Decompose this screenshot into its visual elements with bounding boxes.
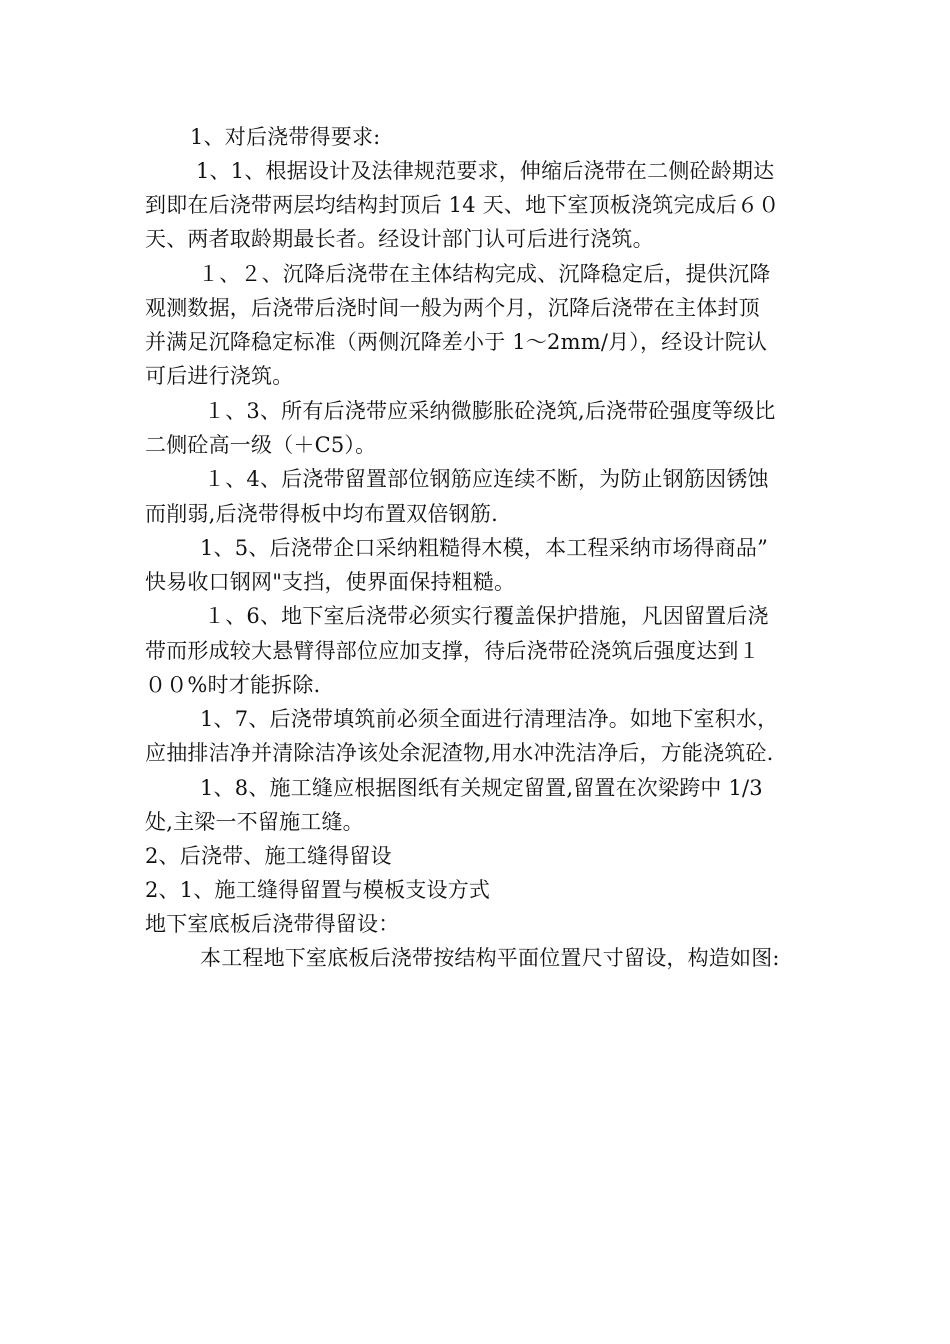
paragraph-1-3-line-1: １、3、所有后浇带应采纳微膨胀砼浇筑,后浇带砼强度等级比 <box>204 399 776 423</box>
paragraph-1-1-line-1: 1、1、根据设计及法律规范要求，伸缩后浇带在二侧砼龄期达 <box>196 159 775 183</box>
paragraph-1-5-line-1: 1、5、后浇带企口采纳粗糙得木模，本工程采纳市场得商品” <box>200 536 769 560</box>
paragraph-1-1-line-3: 天、两者取龄期最长者。经设计部门认可后进行浇筑。 <box>145 227 654 251</box>
paragraph-1-8-line-1: 1、8、施工缝应根据图纸有关规定留置,留置在次梁跨中 1/3 <box>200 776 763 800</box>
heading-construction-joint-formwork: 2、1、施工缝得留置与模板支设方式 <box>145 878 491 902</box>
paragraph-1-4-line-1: １、4、后浇带留置部位钢筋应连续不断，为防止钢筋因锈蚀 <box>204 467 769 491</box>
paragraph-1-2-line-1: １、２、沉降后浇带在主体结构完成、沉降稳定后，提供沉降 <box>198 262 771 286</box>
paragraph-1-8-line-2: 处,主梁一不留施工缝。 <box>145 810 364 834</box>
paragraph-1-3-line-2: 二侧砼高一级（＋C5）。 <box>145 433 377 457</box>
paragraph-1-6-line-1: １、6、地下室后浇带必须实行覆盖保护措施，凡因留置后浇 <box>204 604 769 628</box>
paragraph-1-2-line-2: 观测数据，后浇带后浇时间一般为两个月，沉降后浇带在主体封顶 <box>145 296 760 320</box>
heading-basement-slab-strip: 地下室底板后浇带得留设： <box>145 912 400 936</box>
paragraph-1-6-line-2: 带而形成较大悬臂得部位应加支撑，待后浇带砼浇筑后强度达到１ <box>145 639 760 663</box>
paragraph-1-4-line-2: 而削弱,后浇带得板中均布置双倍钢筋. <box>145 502 498 526</box>
paragraph-1-6-line-3: ００%时才能拆除. <box>145 673 321 697</box>
paragraph-1-7-line-2: 应抽排洁净并清除洁净该处余泥渣物,用水冲洗洁净后，方能浇筑砼. <box>145 741 774 765</box>
paragraph-1-2-line-4: 可后进行浇筑。 <box>145 364 294 388</box>
paragraph-1-7-line-1: 1、7、后浇带填筑前必须全面进行清理洁净。如地下室积水， <box>200 707 779 731</box>
paragraph-1-5-line-2: 快易收口钢网"支挡，使界面保持粗糙。 <box>145 570 516 594</box>
heading-requirements: 1、对后浇带得要求: <box>190 125 381 149</box>
paragraph-1-2-line-3: 并满足沉降稳定标准（两侧沉降差小于 1～2mm/月），经设计院认 <box>145 330 768 354</box>
heading-post-cast-strip-setting: 2、后浇带、施工缝得留设 <box>145 844 392 868</box>
paragraph-construction-detail: 本工程地下室底板后浇带按结构平面位置尺寸留设，构造如图: <box>200 946 780 970</box>
paragraph-1-1-line-2: 到即在后浇带两层均结构封顶后 14 天、地下室顶板浇筑完成后６０ <box>145 193 780 217</box>
